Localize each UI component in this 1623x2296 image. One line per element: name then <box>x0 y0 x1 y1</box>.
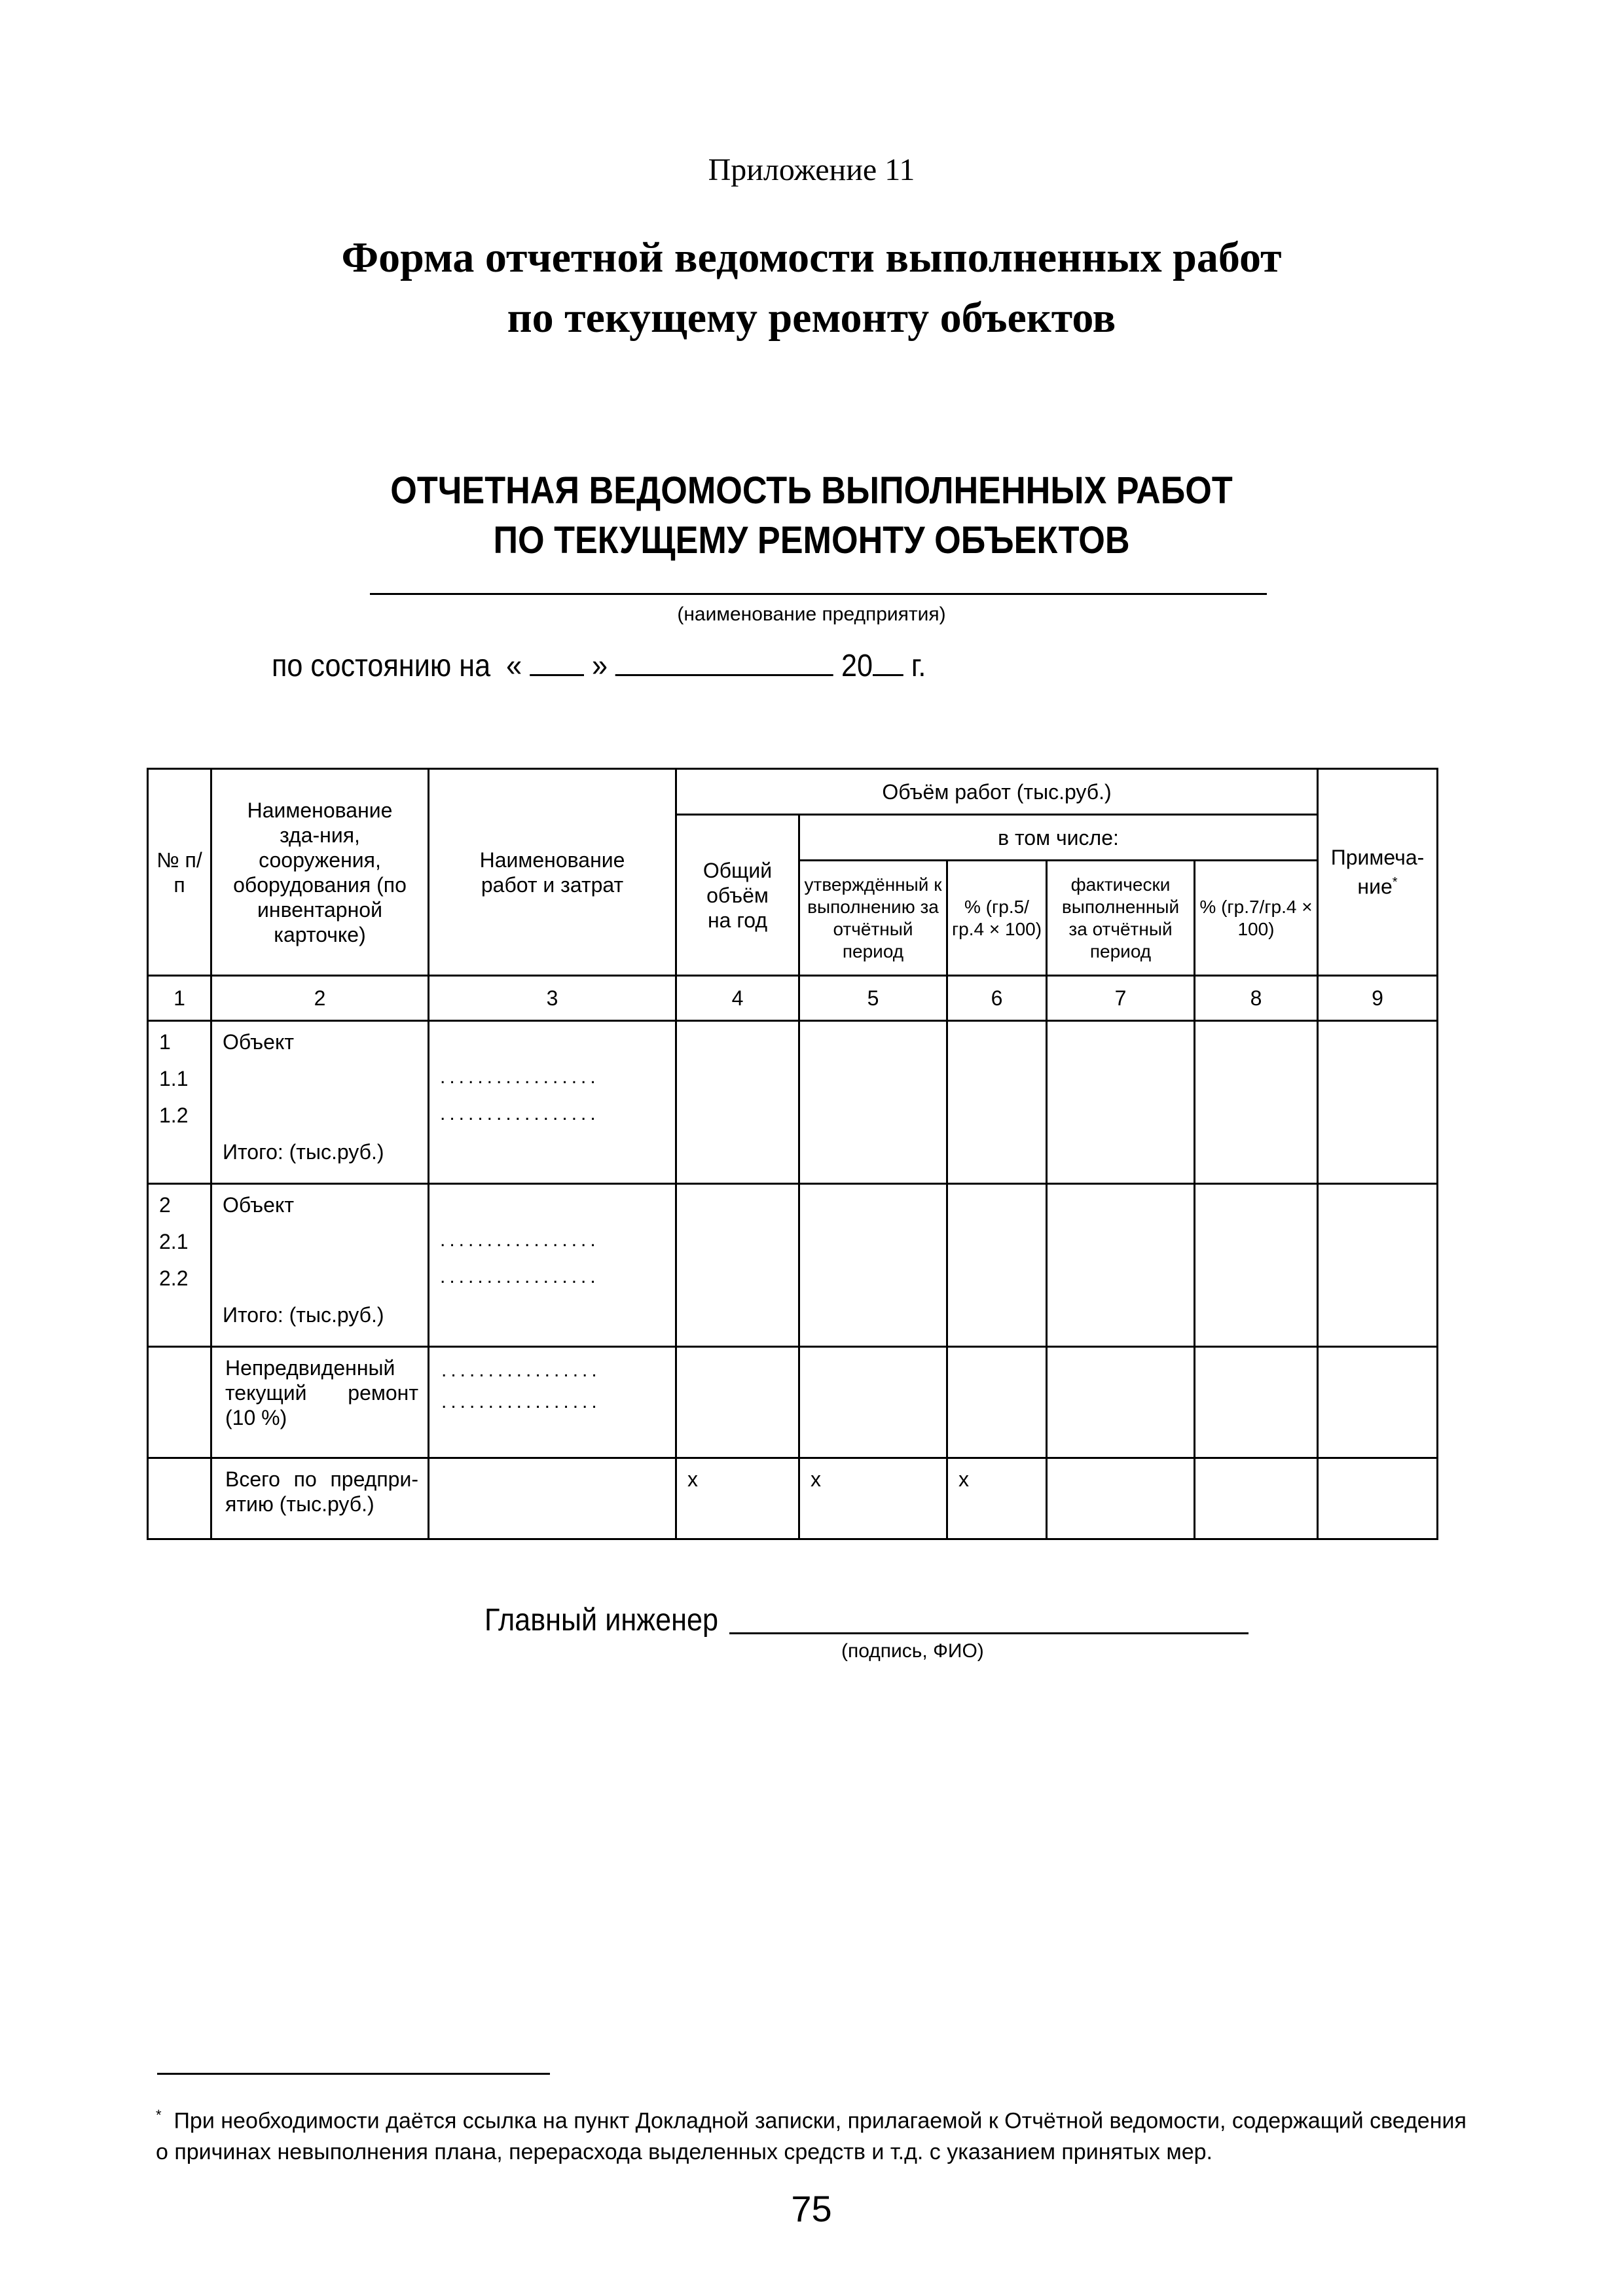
works-cell <box>429 1184 676 1347</box>
value-cell[interactable] <box>1047 1458 1195 1539</box>
header-col5: утверждённый к выполнению за отчётный период <box>799 861 947 976</box>
value-cell[interactable] <box>1195 1021 1318 1184</box>
subtotal-label: Итого: (тыс.руб.) <box>223 1303 384 1327</box>
value-cell[interactable] <box>1318 1184 1438 1347</box>
footnote-mark: * <box>156 2107 162 2123</box>
value-cell[interactable] <box>676 1021 799 1184</box>
subtotal-label: Итого: (тыс.руб.) <box>223 1140 384 1164</box>
column-number: 4 <box>676 976 799 1021</box>
works-cell <box>429 1021 676 1184</box>
month-blank[interactable] <box>615 648 833 676</box>
document-title-line1: Форма отчетной ведомости выполненных работ <box>341 234 1282 281</box>
header-col1: № п/п <box>148 769 211 976</box>
row-num: 2 <box>159 1193 171 1217</box>
total-col5: x <box>799 1458 947 1539</box>
value-cell[interactable] <box>799 1021 947 1184</box>
header-col7: фактически выполненный за отчётный период <box>1047 861 1195 976</box>
object-label: Объект <box>223 1030 294 1054</box>
works-cell <box>429 1347 676 1458</box>
header-including: в том числе: <box>799 815 1318 861</box>
chief-engineer-label: Главный инженер <box>484 1603 719 1638</box>
year-prefix: 20 <box>841 649 873 683</box>
column-number: 6 <box>947 976 1047 1021</box>
work-item-placeholder: ................. <box>440 1229 600 1251</box>
object-cell <box>211 1184 429 1347</box>
contingency-label: Непредвиденный текущий ремонт (10 %) <box>225 1356 418 1429</box>
object-cell <box>211 1021 429 1184</box>
header-col9 <box>1318 769 1438 976</box>
signature-line[interactable] <box>729 1632 1249 1634</box>
column-number: 5 <box>799 976 947 1021</box>
value-cell[interactable] <box>676 1184 799 1347</box>
table-row-total <box>148 1458 1438 1539</box>
value-cell[interactable] <box>1318 1021 1438 1184</box>
value-cell[interactable] <box>676 1347 799 1458</box>
report-title-line2: ПО ТЕКУЩЕМУ РЕМОНТУ ОБЪЕКТОВ <box>493 519 1130 562</box>
enterprise-caption: (наименование предприятия) <box>677 603 946 625</box>
header-volume-group: Объём работ (тыс.руб.) <box>676 769 1318 815</box>
document-title <box>0 228 1623 348</box>
row-subnum: 2.2 <box>159 1266 189 1290</box>
work-item-placeholder: ................. <box>440 1103 600 1124</box>
row-numbers-cell <box>148 1021 211 1184</box>
row-num: 1 <box>159 1030 171 1054</box>
document-title-line2: по текущему ремонту объектов <box>507 294 1116 342</box>
value-cell[interactable] <box>1047 1347 1195 1458</box>
table-row-object-2 <box>148 1184 1438 1347</box>
page-number: 75 <box>791 2188 832 2229</box>
value-cell[interactable] <box>1318 1458 1438 1539</box>
value-cell[interactable] <box>1047 1021 1195 1184</box>
total-label: Всего по предпри-ятию (тыс.руб.) <box>225 1467 418 1516</box>
report-table <box>147 768 1438 1540</box>
header-col2: Наименование зда-ния, сооружения, оборудования (по инвентарной карточке) <box>211 769 429 976</box>
value-cell[interactable] <box>799 1347 947 1458</box>
footnote <box>156 2100 1485 2168</box>
work-item-placeholder: ................. <box>440 1266 600 1287</box>
value-cell[interactable] <box>947 1184 1047 1347</box>
row-subnum: 1.2 <box>159 1103 189 1127</box>
row-subnum: 2.1 <box>159 1230 189 1253</box>
column-number: 1 <box>148 976 211 1021</box>
row-numbers-cell <box>148 1347 211 1458</box>
header-col6: % (гр.5/гр.4 × 100) <box>947 861 1047 976</box>
appendix-label: Приложение 11 <box>708 152 915 187</box>
work-item-placeholder: ................. <box>440 1066 600 1088</box>
column-number: 9 <box>1318 976 1438 1021</box>
header-col9-footnote-mark: * <box>1392 875 1398 890</box>
as-of-label: по состоянию на <box>272 649 491 683</box>
column-number-row <box>148 976 1438 1021</box>
footnote-divider <box>157 2073 550 2075</box>
column-number: 7 <box>1047 976 1195 1021</box>
row-subnum: 1.1 <box>159 1067 189 1090</box>
value-cell[interactable] <box>947 1347 1047 1458</box>
column-number: 8 <box>1195 976 1318 1021</box>
row-numbers-cell <box>148 1184 211 1347</box>
work-item-placeholder: ................. <box>441 1391 601 1412</box>
column-number: 2 <box>211 976 429 1021</box>
header-col8: % (гр.7/гр.4 × 100) <box>1195 861 1318 976</box>
contingency-label-cell <box>211 1347 429 1458</box>
value-cell[interactable] <box>1195 1347 1318 1458</box>
works-cell <box>429 1458 676 1539</box>
value-cell[interactable] <box>1195 1184 1318 1347</box>
value-cell[interactable] <box>947 1021 1047 1184</box>
year-suffix: г. <box>911 649 926 683</box>
signature-caption: (подпись, ФИО) <box>841 1640 984 1662</box>
value-cell[interactable] <box>799 1184 947 1347</box>
as-of-date <box>272 648 926 684</box>
year-blank[interactable] <box>873 648 903 676</box>
report-title-line1: ОТЧЕТНАЯ ВЕДОМОСТЬ ВЫПОЛНЕННЫХ РАБОТ <box>390 469 1233 512</box>
day-blank[interactable] <box>530 648 584 676</box>
quote-open: « <box>506 649 522 683</box>
row-numbers-cell <box>148 1458 211 1539</box>
table-row-contingency <box>148 1347 1438 1458</box>
header-col3: Наименование работ и затрат <box>429 769 676 976</box>
value-cell[interactable] <box>1195 1458 1318 1539</box>
header-col4: Общий объём на год <box>676 815 799 976</box>
column-number: 3 <box>429 976 676 1021</box>
footnote-text: При необходимости даётся ссылка на пункт Докладной записки, прилагаемой к Отчётной ведомости, содержащий сведения о причинах невыполнения плана, перерасхода выделенных средств и т.д. с указанием принятых мер. <box>156 2108 1467 2165</box>
total-label-cell <box>211 1458 429 1539</box>
quote-close: » <box>591 649 608 683</box>
header-col9-text: Примеча-ние <box>1330 846 1425 899</box>
table-row-object-1 <box>148 1021 1438 1184</box>
enterprise-name-line[interactable] <box>370 593 1267 595</box>
total-col4: x <box>676 1458 799 1539</box>
report-title <box>81 466 1542 565</box>
object-label: Объект <box>223 1193 294 1217</box>
total-col6: x <box>947 1458 1047 1539</box>
work-item-placeholder: ................. <box>441 1359 601 1381</box>
value-cell[interactable] <box>1318 1347 1438 1458</box>
value-cell[interactable] <box>1047 1184 1195 1347</box>
